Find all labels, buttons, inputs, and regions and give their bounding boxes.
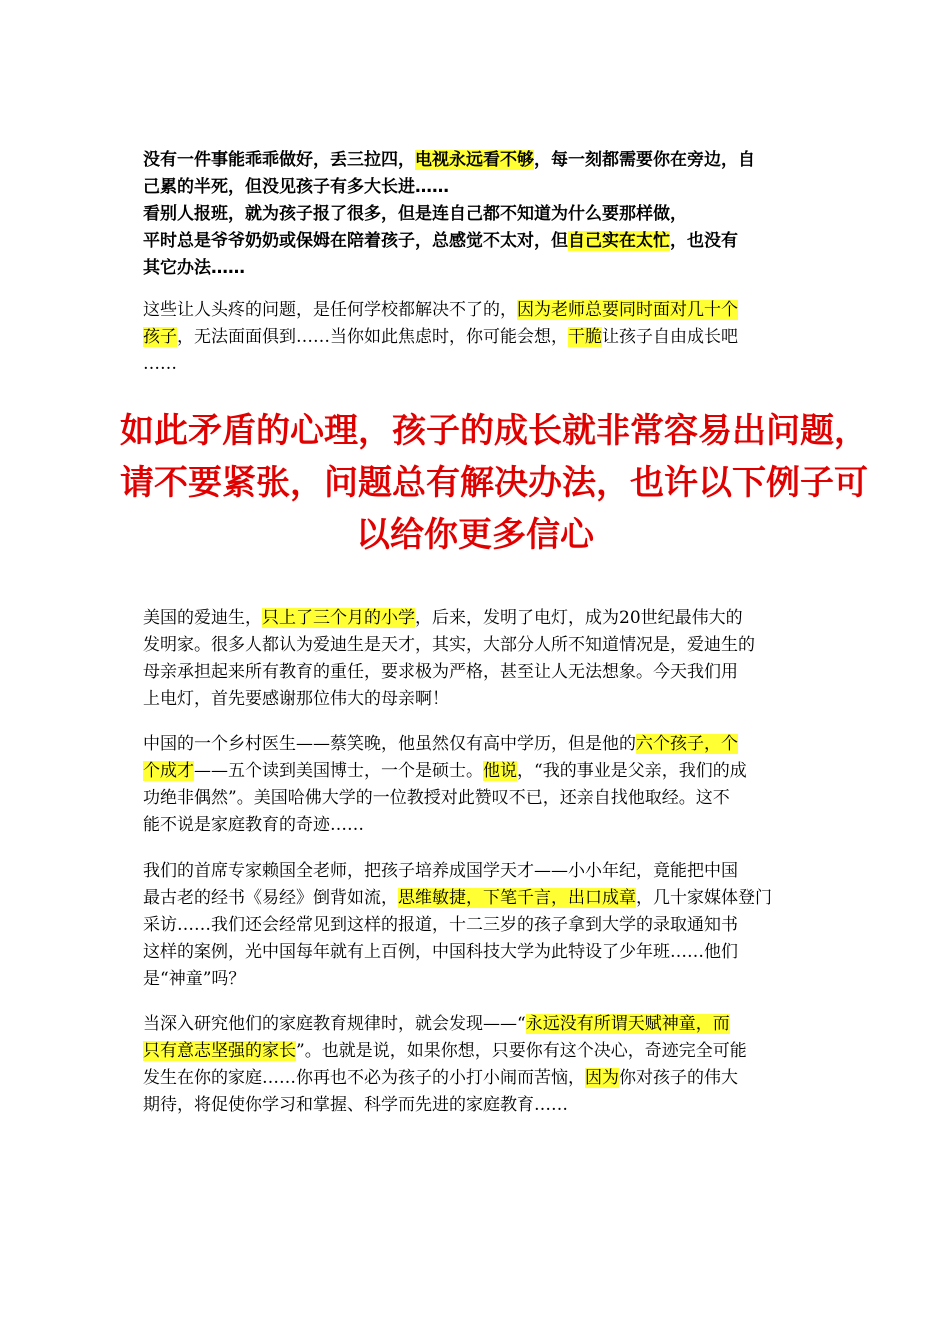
headline-line: 以给你更多信心 [356, 515, 594, 555]
edison-paragraph [143, 605, 811, 713]
text-line [143, 1092, 811, 1119]
text-line [143, 686, 811, 713]
text-segment: 发生在你的家庭……你再也不必为孩子的小打小闹而苦恼， [143, 1068, 585, 1088]
text-segment: 能不说是家庭教育的奇迹…… [143, 815, 364, 835]
text-segment: 这些让人头疼的问题，是任何学校都解决不了的， [143, 300, 517, 320]
highlighted-text: 只上了三个月的小学 [262, 608, 415, 628]
headline [120, 405, 868, 561]
text-line [143, 1065, 811, 1092]
highlighted-text: 因为 [585, 1068, 619, 1088]
text-segment: 己累的半死，但没见孩子有多大长进…… [143, 177, 449, 197]
highlighted-text: 孩子 [143, 327, 177, 347]
highlighted-text: 个成才 [143, 761, 194, 781]
text-segment: 美国的爱迪生， [143, 608, 262, 628]
text-line [143, 659, 811, 686]
cai-xiaowan-paragraph [143, 731, 811, 839]
text-line [143, 174, 811, 201]
text-segment: 最古老的经书《易经》倒背如流， [143, 888, 398, 908]
highlighted-text: 因为老师总要同时面对几十个 [517, 300, 738, 320]
text-segment: ，无法面面俱到……当你如此焦虑时，你可能会想， [177, 327, 568, 347]
text-line [143, 147, 811, 174]
text-segment: 发明家。很多人都认为爱迪生是天才，其实，大部分人所不知道情况是，爱迪生的 [143, 635, 755, 655]
highlighted-text: 思维敏捷，下笔千言，出口成章 [398, 888, 636, 908]
text-segment: 我们的首席专家赖国全老师，把孩子培养成国学天才——小小年纪，竟能把中国 [143, 861, 738, 881]
text-segment: ，也没有 [670, 231, 738, 251]
text-segment: 看别人报班，就为孩子报了很多，但是连自己都不知道为什么要那样做， [143, 204, 687, 224]
text-segment: 上电灯，首先要感谢那位伟大的母亲啊！ [143, 689, 449, 709]
lai-guoquan-paragraph [143, 858, 811, 993]
text-line [143, 228, 811, 255]
text-segment: 功绝非偶然”。美国哈佛大学的一位教授对此赞叹不已，还亲自找他取经。这不 [143, 788, 730, 808]
highlighted-text: 六个孩子，个 [636, 734, 738, 754]
text-segment: ，“我的事业是父亲，我们的成 [517, 761, 747, 781]
text-line [143, 858, 811, 885]
text-segment: 其它办法…… [143, 258, 245, 278]
text-line [143, 731, 811, 758]
text-segment: 是“神童”吗？ [143, 969, 246, 989]
text-segment: 你对孩子的伟大 [619, 1068, 738, 1088]
text-line [143, 201, 811, 228]
text-segment: 平时总是爷爷奶奶或保姆在陪着孩子，总感觉不太对，但 [143, 231, 568, 251]
text-line [143, 812, 811, 839]
headline-line: 如此矛盾的心理，孩子的成长就非常容易出问题， [120, 411, 868, 451]
text-segment: 中国的一个乡村医生——蔡笑晚，他虽然仅有高中学历，但是他的 [143, 734, 636, 754]
text-line [143, 785, 811, 812]
highlighted-text: 永远没有所谓天赋神童，而 [525, 1014, 730, 1034]
text-line [143, 632, 811, 659]
text-line [143, 255, 811, 282]
text-line [143, 1038, 811, 1065]
highlighted-text: 他说 [483, 761, 517, 781]
text-segment: 采访……我们还会经常见到这样的报道，十二三岁的孩子拿到大学的录取通知书 [143, 915, 738, 935]
text-line [143, 351, 811, 378]
text-segment: ”。也就是说，如果你想，只要你有这个决心，奇迹完全可能 [296, 1041, 747, 1061]
text-segment: ，每一刻都需要你在旁边，自 [534, 150, 755, 170]
text-line [143, 912, 811, 939]
text-segment: ，后来，发明了电灯，成为20世纪最伟大的 [415, 608, 743, 628]
text-line [143, 1011, 811, 1038]
text-line [143, 758, 811, 785]
text-segment: ，几十家媒体登门 [636, 888, 772, 908]
text-line [143, 885, 811, 912]
highlighted-text: 只有意志坚强的家长 [143, 1041, 296, 1061]
text-segment: 没有一件事能乖乖做好，丢三拉四， [143, 150, 415, 170]
text-segment: 这样的案例，光中国每年就有上百例，中国科技大学为此特设了少年班……他们 [143, 942, 738, 962]
text-segment: 母亲承担起来所有教育的重任，要求极为严格，甚至让人无法想象。今天我们用 [143, 662, 738, 682]
problem-paragraph [143, 297, 811, 378]
headline-line: 请不要紧张，问题总有解决办法，也许以下例子可 [120, 463, 868, 503]
text-line [143, 966, 811, 993]
text-line [143, 324, 811, 351]
highlighted-text: 电视永远看不够 [415, 150, 534, 170]
conclusion-paragraph [143, 1011, 811, 1119]
highlighted-text: 干脆 [568, 327, 602, 347]
intro-bold-paragraph [143, 147, 811, 282]
text-line [143, 605, 811, 632]
text-segment: 当深入研究他们的家庭教育规律时，就会发现——“ [143, 1014, 526, 1034]
text-line [143, 939, 811, 966]
text-segment: ——五个读到美国博士，一个是硕士。 [194, 761, 483, 781]
text-segment: …… [143, 354, 177, 374]
text-line [143, 297, 811, 324]
highlighted-text: 自己实在太忙 [568, 231, 670, 251]
text-segment: 让孩子自由成长吧 [602, 327, 738, 347]
text-segment: 期待，将促使你学习和掌握、科学而先进的家庭教育…… [143, 1095, 568, 1115]
